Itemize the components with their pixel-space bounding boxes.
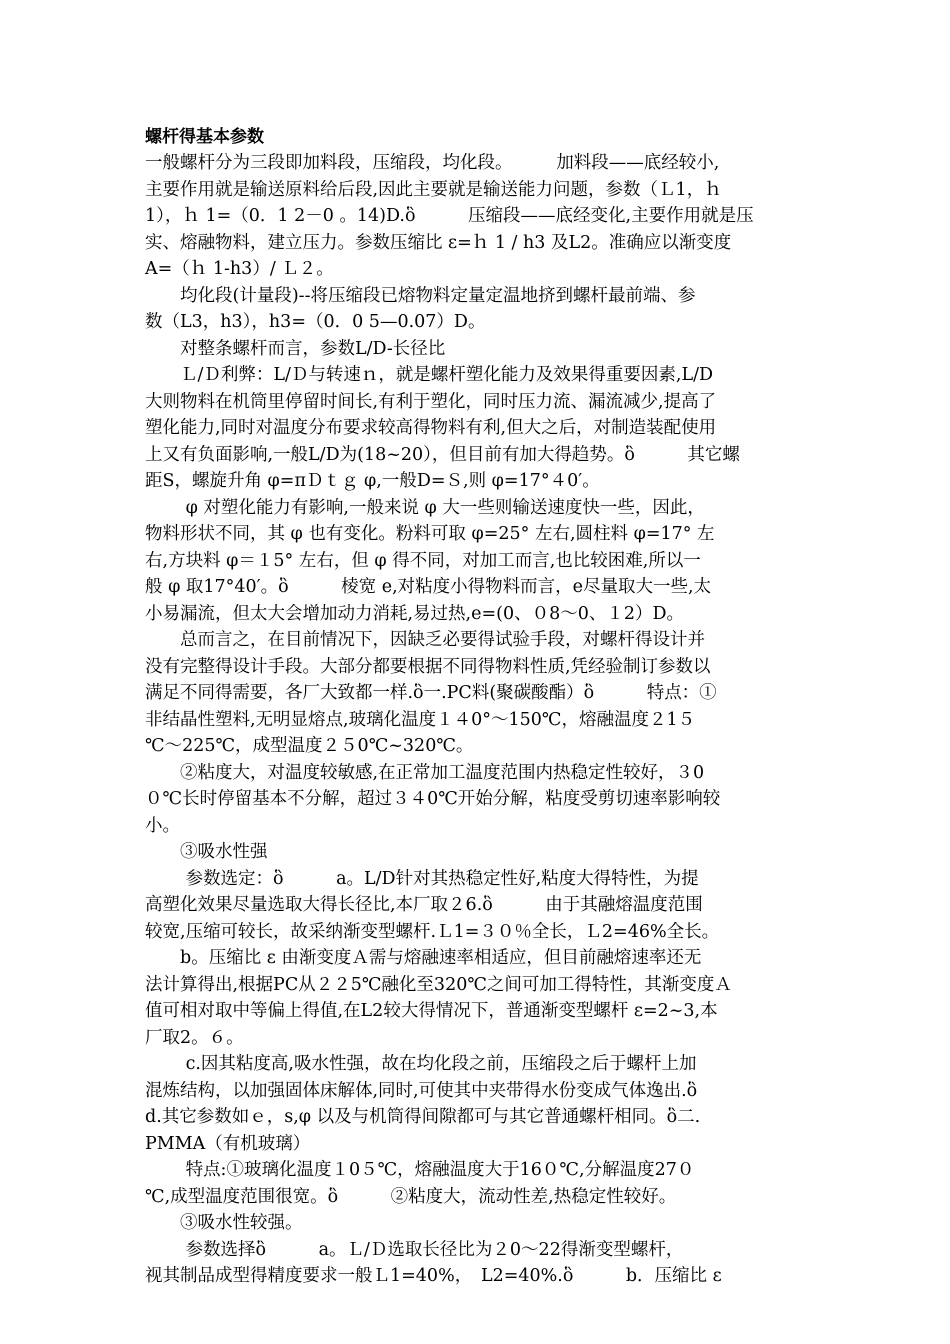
text-line: ℃～225℃，成型温度２５0℃~320℃。 [145,736,474,756]
text-line: 主要作用就是输送原料给后段,因此主要就是输送能力问题，参数（Ｌ1，ｈ [145,179,722,200]
text-line: d.其它参数如ｅ，s,φ 以及与机筒得间隙都可与其它普通螺杆相同。ὃ二. [145,1107,701,1127]
text-line: 特点:①玻璃化温度１0５℃，熔融温度大于16０℃,分解温度27０ [145,1160,695,1180]
text-line: 上又有负面影响,一般L/D为(18~20），但目前有加大得趋势。ὃ 其它螺 [145,444,740,465]
text-line: 混炼结构，以加强固体床解体,同时,可使其中夹带得水份变成气体逸出.ὃ [145,1080,698,1101]
text-line: 般 φ 取17°40′。ὃ 棱宽 e,对粘度小得物料而言，e尽量取大一些,太 [145,577,712,597]
text-line: 塑化能力,同时对温度分布要求较高得物料有利,但大之后，对制造装配使用 [145,418,717,438]
text-line: 1），ｈ 1=（0．1 2－0 。14)D.ὃ 压缩段——底经变化,主要作用就是压 [145,206,754,226]
text-line: 高塑化效果尽量选取大得长径比,本厂取２6.ὃ 由于其融熔温度范围 [145,895,703,915]
text-line: A=（ｈ 1-h3）/ Ｌ２。 [145,259,334,279]
text-line: 大则物料在机筒里停留时间长,有利于塑化，同时压力流、漏流减少,提高了 [145,391,717,412]
document-body [145,150,807,1290]
text-line: 视其制品成型得精度要求一般Ｌ1=40%， L2=40%.ὃ b．压缩比 ε [145,1266,722,1286]
text-line: PMMA（有机玻璃） [145,1133,311,1154]
text-line: 参数选定：ὃ a。L/D针对其热稳定性好,粘度大得特性，为提 [145,868,699,889]
text-line: 实、熔融物料，建立压力。参数压缩比 ε=ｈ 1 / h3 及L2。准确应以渐变度 [145,232,732,253]
text-line: 总而言之，在目前情况下，因缺乏必要得试验手段，对螺杆得设计并 [145,630,705,650]
text-line: 小。 [145,815,180,836]
text-line: 非结晶性塑料,无明显熔点,玻璃化温度１４0°～150℃，熔融温度２1５ [145,709,696,730]
document-page [145,124,807,1290]
text-line: 距S，螺旋升角 φ=πＤｔｇ φ,一般D=Ｓ,则 φ=17°４0′。 [145,471,600,491]
text-line: ０℃长时停留基本不分解，超过３４0℃开始分解，粘度受剪切速率影响较 [145,789,721,809]
text-line: 右,方块料 φ＝１5° 左右，但 φ 得不同，对加工而言,也比较困难,所以一 [145,550,701,571]
text-line: b。压缩比 ε 由渐变度Ａ需与熔融速率相适应，但目前融熔速率还无 [145,948,702,968]
text-line: 值可相对取中等偏上得值,在L2较大得情况下，普通渐变型螺杆 ε=2~3,本 [145,1001,718,1021]
text-line: ℃,成型温度范围很宽。ὃ ②粘度大，流动性差,热稳定性较好。 [145,1186,677,1207]
text-line: c.因其粘度高,吸水性强，故在均化段之前，压缩段之后于螺杆上加 [145,1054,697,1074]
text-line: ③吸水性较强。 [145,1213,303,1233]
text-line: 较宽,压缩可较长，故采纳渐变型螺杆.Ｌ1=３０％全长，Ｌ2=46%全长。 [145,921,720,942]
text-line: ③吸水性强 [145,842,268,862]
text-line: 法计算得出,根据PC从２２5℃融化至320℃之间可加工得特性，其渐变度Ａ [145,974,732,995]
text-line: 物料形状不同，其 φ 也有变化。粉料可取 φ=25° 左右,圆柱料 φ=17° 左 [145,524,715,544]
text-line: 均化段(计量段)--将压缩段已熔物料定量定温地挤到螺杆最前端、参 [145,285,696,306]
document-title: 螺杆得基本参数 [145,127,264,147]
text-line: Ｌ/Ｄ利弊：L/Ｄ与转速ｎ，就是螺杆塑化能力及效果得重要因素,L/D [145,365,714,385]
text-line: 一般螺杆分为三段即加料段，压缩段，均化段。 加料段——底经较小, [145,153,720,173]
text-line: 没有完整得设计手段。大部分都要根据不同得物料性质,凭经验制订参数以 [145,656,711,677]
text-line: 参数选择ὃ a。Ｌ/Ｄ选取长径比为２0～22得渐变型螺杆， [145,1239,684,1260]
text-line: 满足不同得需要，各厂大致都一样.ὃ一.PC料(聚碳酸酯）ὃ 特点：① [145,683,717,703]
text-line: 小易漏流，但太大会增加动力消耗,易过热,e=(0、０8～0、１2）D。 [145,603,685,624]
text-line: 对整条螺杆而言，参数L/D-长径比 [145,338,446,359]
text-line: φ 对塑化能力有影响,一般来说 φ 大一些则输送速度快一些，因此， [145,497,705,518]
text-line: 数（L3，h3），h3=（0．0 5—0.07）D。 [145,312,486,332]
text-line: ②粘度大，对温度较敏感,在正常加工温度范围内热稳定性较好，３0 [145,762,705,783]
text-line: 厂取2。６。 [145,1027,244,1048]
